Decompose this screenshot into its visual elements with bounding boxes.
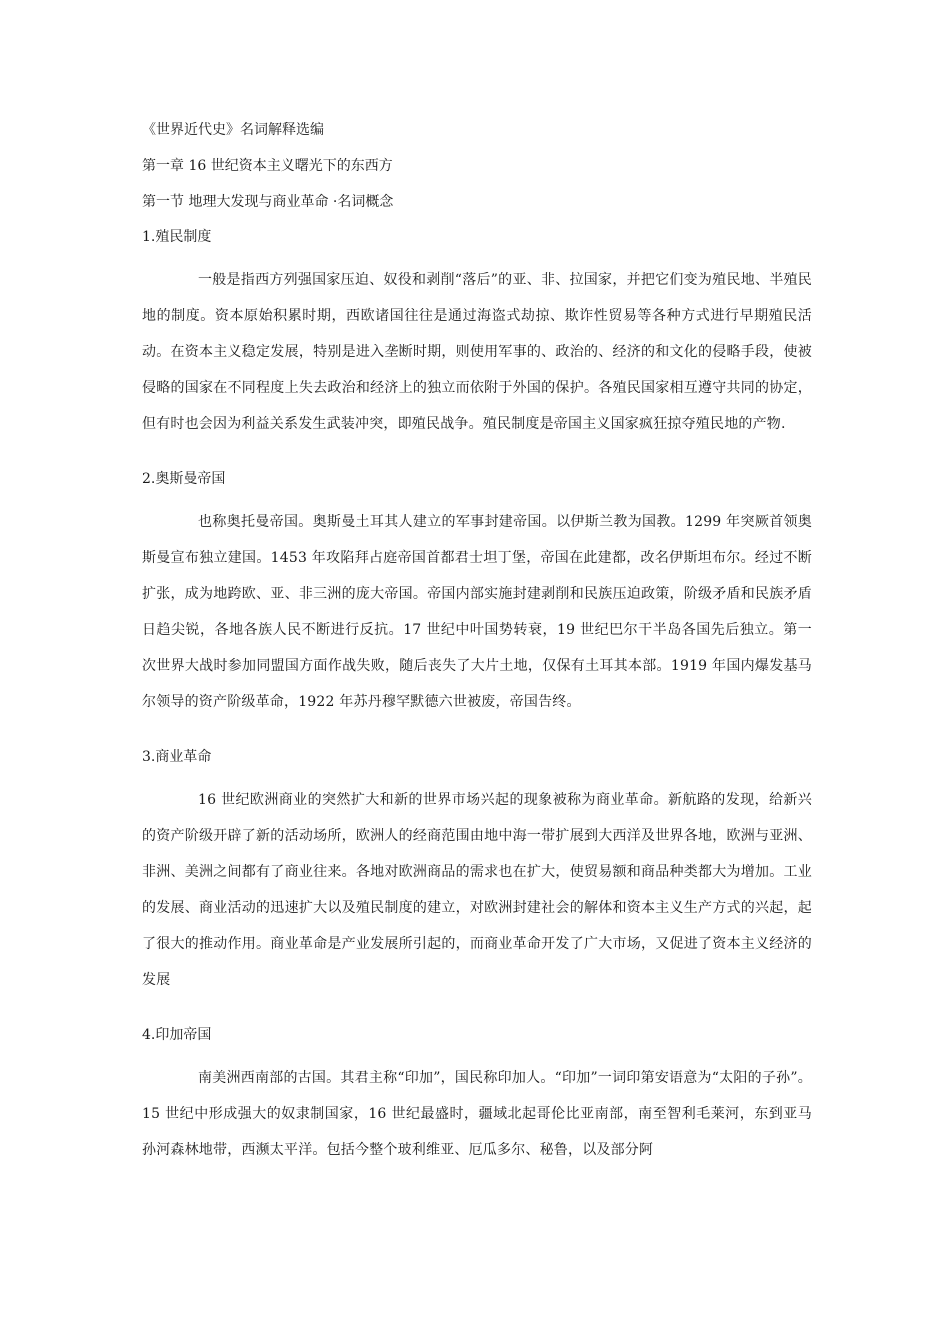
entry-inca-empire [142,1024,812,1168]
document-page [142,120,812,1168]
chapter-heading: 第一章 16 世纪资本主义曙光下的东西方 [142,158,393,174]
entry-body: 南美洲西南部的古国。其君主称“印加”，国民称印加人。“印加”一词印第安语意为“太阳的子孙”。15 世纪中形成强大的奴隶制国家，16 世纪最盛时，疆域北起哥伦比亚南部，南至智利毛莱河，东到亚马孙河森林地带，西濒太平洋。包括今整个玻利维亚、厄瓜多尔、秘鲁，以及部分阿 [142,1070,812,1158]
entry-heading: 2.奥斯曼帝国 [142,471,226,487]
entry-heading: 4.印加帝国 [142,1027,212,1043]
entry-colonial-system [142,226,812,442]
entry-body: 一般是指西方列强国家压迫、奴役和剥削“落后”的亚、非、拉国家，并把它们变为殖民地、半殖民地的制度。资本原始积累时期，西欧诸国往往是通过海盗式劫掠、欺诈性贸易等各种方式进行早期殖民活动。在资本主义稳定发展，特别是进入垄断时期，则使用军事的、政治的、经济的和文化的侵略手段，使被侵略的国家在不同程度上失去政治和经济上的独立而依附于外国的保护。各殖民国家相互遵守共同的协定，但有时也会因为利益关系发生武装冲突，即殖民战争。殖民制度是帝国主义国家疯狂掠夺殖民地的产物. [142,272,812,432]
entry-heading: 1.殖民制度 [142,229,212,245]
document-title: 《世界近代史》名词解释选编 [142,122,324,138]
entry-body: 16 世纪欧洲商业的突然扩大和新的世界市场兴起的现象被称为商业革命。新航路的发现，给新兴的资产阶级开辟了新的活动场所，欧洲人的经商范围由地中海一带扩展到大西洋及世界各地，欧洲与亚洲、非洲、美洲之间都有了商业往来。各地对欧洲商品的需求也在扩大，使贸易额和商品种类都大为增加。工业的发展、商业活动的迅速扩大以及殖民制度的建立，对欧洲封建社会的解体和资本主义生产方式的兴起，起了很大的推动作用。商业革命是产业发展所引起的，而商业革命开发了广大市场，又促进了资本主义经济的发展 [142,792,812,988]
entry-heading: 3.商业革命 [142,749,212,765]
entry-ottoman-empire [142,468,812,720]
section-heading: 第一节 地理大发现与商业革命 ·名词概念 [142,194,394,210]
entry-commercial-revolution [142,746,812,998]
entry-body: 也称奥托曼帝国。奥斯曼土耳其人建立的军事封建帝国。以伊斯兰教为国教。1299 年突厥首领奥斯曼宣布独立建国。1453 年攻陷拜占庭帝国首都君士坦丁堡，帝国在此建都，改名伊斯坦布尔。经过不断扩张，成为地跨欧、亚、非三洲的庞大帝国。帝国内部实施封建剥削和民族压迫政策，阶级矛盾和民族矛盾日趋尖锐，各地各族人民不断进行反抗。17 世纪中叶国势转衰，19 世纪巴尔干半岛各国先后独立。第一次世界大战时参加同盟国方面作战失败，随后丧失了大片土地，仅保有土耳其本部。1919 年国内爆发基马尔领导的资产阶级革命，1922 年苏丹穆罕默德六世被废，帝国告终。 [142,514,812,710]
